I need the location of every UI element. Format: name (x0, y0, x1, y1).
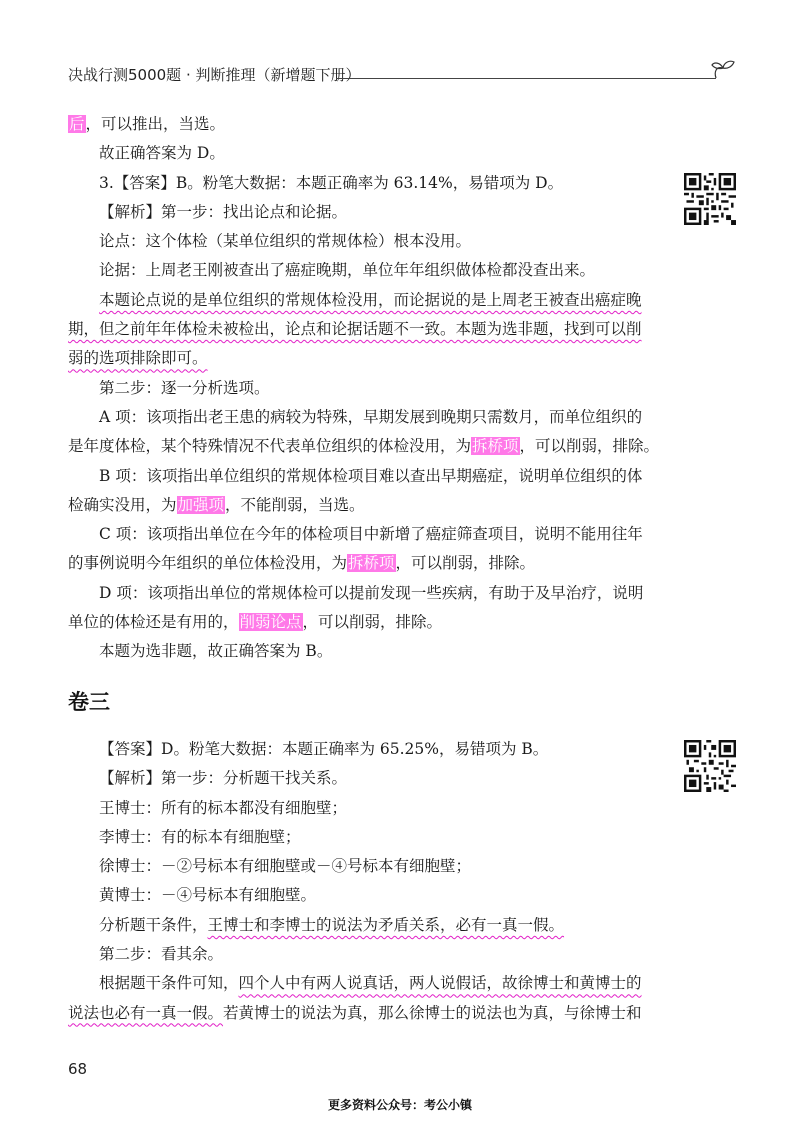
sprout-icon (710, 56, 740, 84)
paragraph: 说法也必有一真一假。若黄博士的说法为真，那么徐博士的说法也为真，与徐博士和 (68, 1003, 642, 1022)
analysis-line: 【解析】第一步：找出论点和论据。 (99, 202, 348, 221)
highlight-keyword: 削弱论点 (239, 613, 302, 632)
qr-code-icon (684, 173, 736, 225)
analysis-tag: 【解析】 (99, 769, 162, 788)
highlight-keyword: 拆桥项 (348, 554, 395, 573)
footer-note: 更多资料公众号：考公小镇 (327, 1098, 472, 1112)
answer-section-part1 (68, 110, 664, 667)
answer-section-part2 (68, 735, 664, 1028)
wavy-underline-text: 说法也必有一真一假。 (68, 1003, 224, 1022)
paragraph: 后，可以推出，当选。 (69, 115, 226, 133)
option-a-analysis: A 项：该项指出老王患的病较为特殊，早期发展到晚期只需数月，而单位组织的 (99, 407, 643, 426)
option-d-analysis: D 项：该项指出单位的常规体检可以提前发现一些疾病，有助于及早治疗，说明 (99, 583, 644, 602)
highlight-keyword: 拆桥项 (472, 437, 519, 456)
book-title: 决战行测5000题 · 判断推理（新增题下册） (68, 66, 361, 84)
statement-huang: 黄博士：－④号标本有细胞壁。 (99, 886, 317, 905)
question-number: 3. (99, 173, 114, 192)
answer-line: 3.【答案】B。粉笔大数据：本题正确率为 63.14%，易错项为 D。 (99, 173, 564, 192)
highlight-keyword: 后 (69, 115, 85, 133)
section-title: 卷三 (68, 690, 110, 714)
paragraph: 第二步：看其余。 (99, 945, 224, 964)
paragraph (68, 344, 664, 373)
qr-code-icon (684, 740, 736, 792)
header-rule (336, 78, 716, 79)
paragraph (68, 286, 664, 315)
statement-li: 李博士：有的标本有细胞壁； (99, 827, 301, 846)
answer-line: 【答案】D。粉笔大数据：本题正确率为 65.25%，易错项为 B。 (99, 740, 549, 758)
paragraph: 分析题干条件，王博士和李博士的说法为矛盾关系，必有一真一假。 (99, 915, 565, 934)
analysis-line: 【解析】第一步：分析题干找关系。 (99, 769, 348, 788)
paragraph: 故正确答案为 D。 (99, 144, 225, 163)
paragraph: 论点：这个体检（某单位组织的常规体检）根本没用。 (99, 232, 472, 251)
paragraph: 的事例说明今年组织的单位体检没用，为拆桥项，可以削弱，排除。 (68, 554, 536, 573)
paragraph: 是年度体检，某个特殊情况不代表单位组织的体检没用，为拆桥项，可以削弱，排除。 (68, 437, 660, 456)
paragraph (68, 315, 664, 344)
page-header (68, 56, 740, 86)
wavy-underline-text: 弱的选项排除即可。 (68, 349, 208, 368)
analysis-tag: 【解析】 (99, 202, 162, 221)
highlight-keyword: 加强项 (177, 495, 225, 514)
wavy-underline-text: 本题论点说的是单位组织的常规体检没用，而论据说的是上周老王被查出癌症晚 (99, 290, 642, 309)
statement-xu: 徐博士：－②号标本有细胞壁或－④号标本有细胞壁； (99, 857, 472, 876)
wavy-underline-text: 王博士和李博士的说法为矛盾关系，必有一真一假。 (207, 915, 565, 934)
conclusion: 本题为选非题，故正确答案为 B。 (99, 642, 333, 661)
paragraph: 第二步：逐一分析选项。 (99, 378, 270, 397)
paragraph: 根据题干条件可知，四个人中有两人说真话，两人说假话，故徐博士和黄博士的 (99, 974, 642, 993)
paragraph: 单位的体检还是有用的，削弱论点，可以削弱，排除。 (68, 613, 443, 632)
page-number: 68 (68, 1060, 88, 1078)
paragraph: 论据：上周老王刚被查出了癌症晚期，单位年年组织做体检都没查出来。 (99, 261, 596, 280)
answer-tag: 【答案】 (99, 740, 162, 758)
option-c-analysis: C 项：该项指出单位在今年的体检项目中新增了癌症筛查项目，说明不能用往年 (99, 525, 643, 544)
option-b-analysis: B 项：该项指出单位组织的常规体检项目难以查出早期癌症，说明单位组织的体 (99, 466, 643, 485)
paragraph: 检确实没用，为加强项，不能削弱，当选。 (68, 495, 365, 514)
answer-tag: 【答案】 (113, 173, 176, 192)
statement-wang: 王博士：所有的标本都没有细胞壁； (99, 798, 348, 817)
wavy-underline-text: 期，但之前年年体检未被检出，论点和论据话题不一致。本题为选非题，找到可以削 (68, 320, 642, 339)
wavy-underline-text: 四个人中有两人说真话，两人说假话，故徐博士和黄博士的 (238, 974, 642, 993)
